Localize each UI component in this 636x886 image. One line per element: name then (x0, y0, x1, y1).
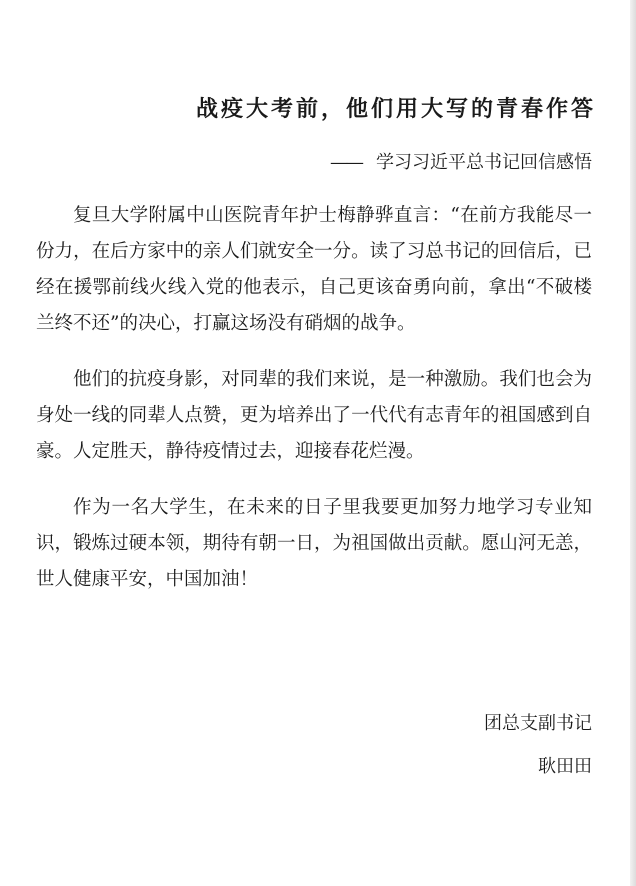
signature-position: 团总支副书记 (484, 713, 592, 734)
paragraph-1: 复旦大学附属中山医院青年护士梅静骅直言：“在前方我能尽一份力，在后方家中的亲人们就安全一分。读了习总书记的回信后，已经在援鄂前线火线入党的他表示，自己更该奋勇向前，拿出“不破楼兰终不还”的决心，打赢这场没有硝烟的战争。 (36, 205, 592, 334)
article-subtitle (40, 148, 592, 174)
page-edge-shadow (630, 0, 636, 886)
subtitle-dash: —— (330, 152, 362, 173)
article-body (36, 198, 592, 618)
paragraph-2: 他们的抗疫身影，对同辈的我们来说，是一种激励。我们也会为身处一线的同辈人点赞，更为培养出了一代代有志青年的祖国感到自豪。人定胜天，静待疫情过去，迎接春花烂漫。 (36, 369, 592, 462)
signature-name: 耿田田 (538, 756, 592, 777)
article-title: 战疫大考前，他们用大写的青春作答 (195, 96, 596, 122)
subtitle-text: 学习习近平总书记回信感悟 (376, 152, 592, 173)
paragraph-3: 作为一名大学生，在未来的日子里我要更加努力地学习专业知识，锻炼过硬本领，期待有朝一日，为祖国做出贡献。愿山河无恙，世人健康平安，中国加油！ (36, 497, 592, 590)
